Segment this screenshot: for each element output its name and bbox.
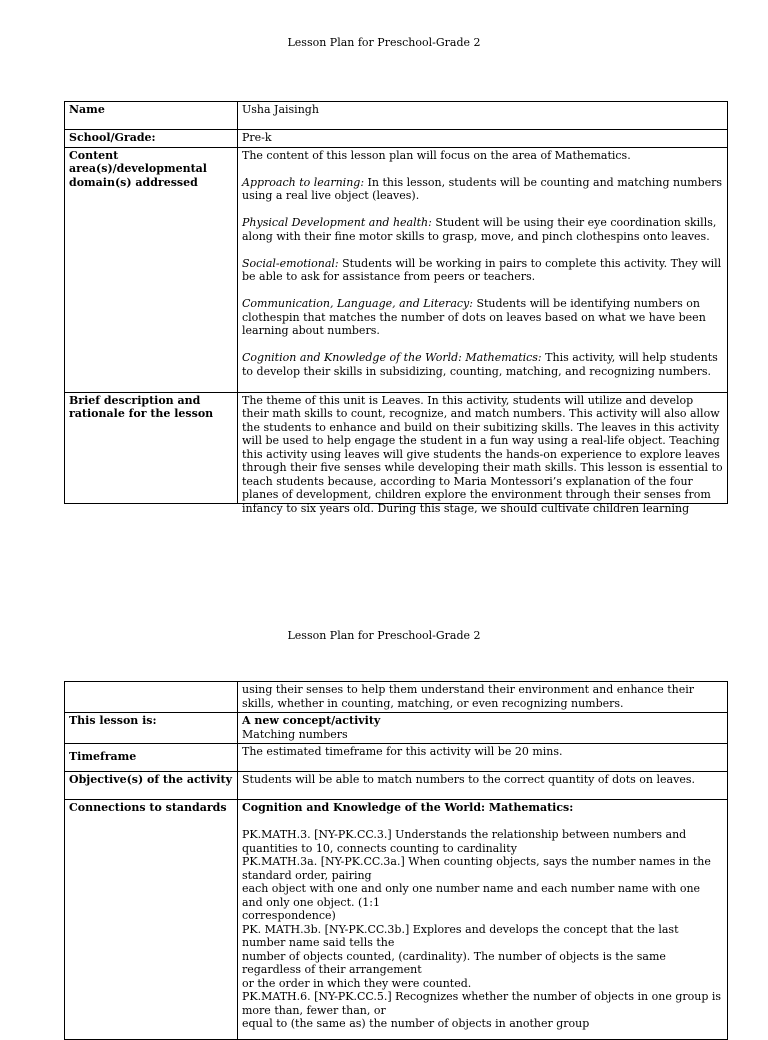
content-area-label: Content area(s)/developmental domain(s) addressed <box>65 147 238 392</box>
name-value: Usha Jaisingh <box>238 102 728 130</box>
table-row <box>65 772 728 800</box>
table-row <box>65 682 728 713</box>
description-label: Brief description and rationale for the lesson <box>65 392 238 503</box>
timeframe-label: Timeframe <box>65 744 238 772</box>
lesson-topic: Matching numbers <box>242 727 348 741</box>
standard-line: correspondence) <box>242 909 336 922</box>
objective-label: Objective(s) of the activity <box>65 772 238 800</box>
table-row <box>65 744 728 772</box>
description-continuation: using their senses to help them understand their environment and enhance their skills, whether in counting, matching, or even recognizing numbers. <box>238 682 728 713</box>
standard-line: or the order in which they were counted. <box>242 976 472 990</box>
standard-line: number of objects counted, (cardinality). The number of objects is the same regardless of their arrangement <box>242 949 666 976</box>
domain-cognition <box>242 351 723 378</box>
lesson-plan-table-2 <box>64 681 728 1040</box>
domain-title: Cognition and Knowledge of the World: Mathematics: <box>242 351 542 364</box>
domain-text: Student will be using their eye coordination skills, along with their fine motor skills to grasp, move, and pinch clothespins onto leaves. <box>242 216 717 243</box>
lesson-is-value <box>238 713 728 744</box>
domain-title: Approach to learning: <box>242 175 365 189</box>
domain-text: This activity, will help students to develop their skills in subsidizing, counting, matching, and recognizing numbers. <box>242 351 718 378</box>
domain-physical <box>242 216 723 243</box>
standards-value <box>238 800 728 1040</box>
domain-text: In this lesson, students will be counting and matching numbers using a real live object (leaves). <box>242 175 723 202</box>
table-row <box>65 130 728 148</box>
table-row <box>65 713 728 744</box>
standards-label: Connections to standards <box>65 800 238 1040</box>
table-row <box>65 800 728 1040</box>
domain-text: Students will be identifying numbers on clothespin that matches the number of dots on leaves based on what we have been learning about numbers. <box>242 297 706 337</box>
page-title-2: Lesson Plan for Preschool-Grade 2 <box>287 629 481 642</box>
domain-communication <box>242 297 723 338</box>
domain-social <box>242 257 723 284</box>
page-title: Lesson Plan for Preschool-Grade 2 <box>287 36 481 49</box>
table-row <box>65 147 728 392</box>
content-intro: The content of this lesson plan will focus on the area of Mathematics. <box>242 148 631 162</box>
standard-line: PK.MATH.6. [NY-PK.CC.5.] Recognizes whether the number of objects in one group is more than, fewer than, or <box>242 990 722 1017</box>
school-grade-value: Pre-k <box>238 130 728 148</box>
lesson-is-label: This lesson is: <box>65 713 238 744</box>
objective-value: Students will be able to match numbers to the correct quantity of dots on leaves. <box>238 772 728 800</box>
school-grade-label: School/Grade: <box>65 130 238 148</box>
lesson-type: A new concept/activity <box>242 714 381 727</box>
domain-title: Communication, Language, and Literacy: <box>242 297 473 310</box>
content-area-value <box>238 147 728 392</box>
description-value <box>238 392 728 515</box>
table-row <box>65 392 728 503</box>
standard-line: each object with one and only one number name and each number name with one and only one object. (1:1 <box>242 882 701 909</box>
continuation-label-empty <box>65 682 238 713</box>
domain-text: Students will be working in pairs to complete this activity. They will be able to ask for assistance from peers or teachers. <box>242 256 722 283</box>
domain-title: Physical Development and health: <box>242 216 432 229</box>
domain-approach <box>242 176 723 203</box>
standard-line: PK.MATH.3a. [NY-PK.CC.3a.] When counting objects, says the number names in the standard order, pairing <box>242 855 711 882</box>
description-text: The theme of this unit is Leaves. In this activity, students will utilize and develop their math skills to count, recognize, and match numbers. This activity will also allow the students to enhance and build on their subitizing skills. The leaves in this activity will be used to help engage the student in a fun way using a real-life object. Teaching this activity using leaves will give students the hands-on experience to explore leaves through their five senses while developing their math skills. This lesson is essential to teach students because, according to Maria Montessori’s explanation of the four planes of development, children explore the environment through their senses from infancy to six years old. During this stage, we should cultivate children learning <box>242 393 723 515</box>
domain-title: Social-emotional: <box>242 256 339 270</box>
table-row <box>65 102 728 130</box>
timeframe-value: The estimated timeframe for this activity will be 20 mins. <box>238 744 728 772</box>
standard-line: equal to (the same as) the number of objects in another group <box>242 1017 590 1030</box>
standard-line: PK. MATH.3b. [NY-PK.CC.3b.] Explores and develops the concept that the last number name said tells the <box>242 922 679 949</box>
standard-line: PK.MATH.3. [NY-PK.CC.3.] Understands the relationship between numbers and quantities to 10, connects counting to cardinality <box>242 828 687 855</box>
standards-heading: Cognition and Knowledge of the World: Mathematics: <box>242 801 574 814</box>
lesson-plan-table-1 <box>64 101 728 515</box>
name-label: Name <box>65 102 238 130</box>
